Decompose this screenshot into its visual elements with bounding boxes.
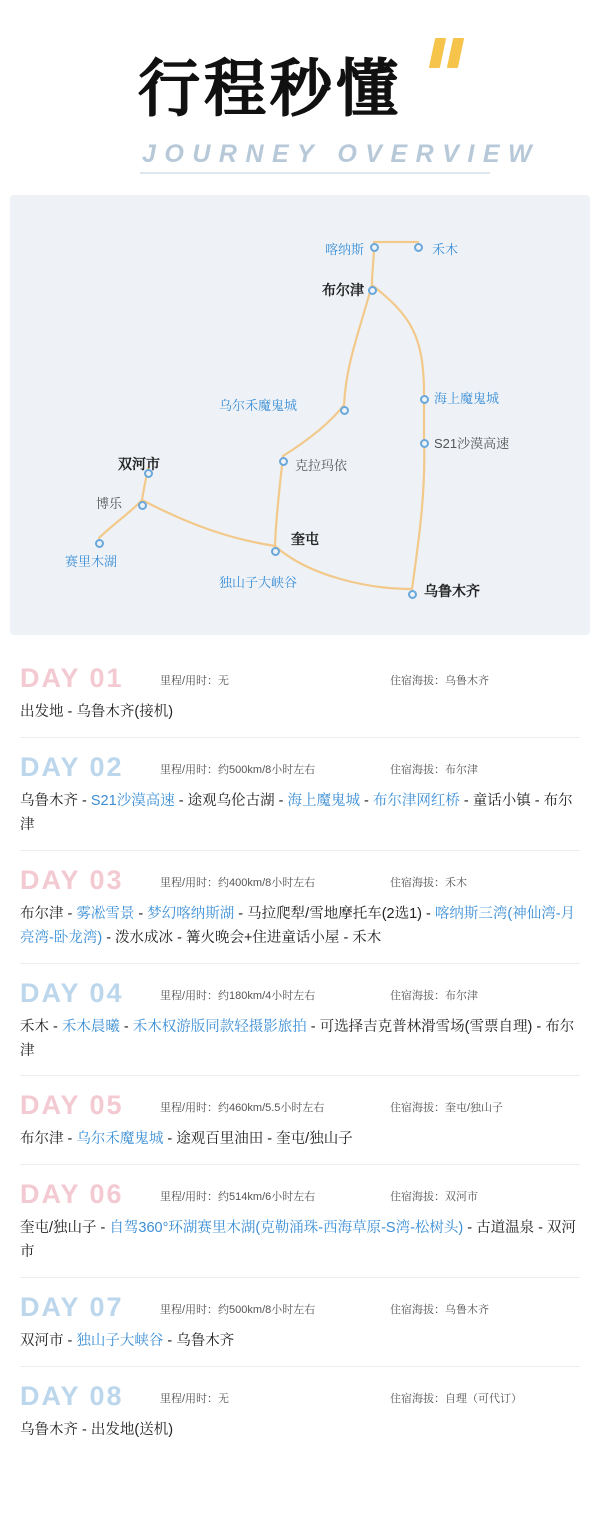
day-stay: 住宿海拔：双河市	[390, 1191, 478, 1204]
day-route	[20, 701, 580, 725]
day-distance: 里程/用时：约500km/8小时左右	[160, 763, 316, 776]
route-text: -	[96, 1220, 110, 1237]
map-label-2: 布尔津	[322, 282, 364, 298]
map-node-dot	[368, 286, 377, 295]
map-label-12: 乌鲁木齐	[424, 583, 480, 599]
route-highlight: 自驾360°环湖赛里木湖(克勒涌珠-西海草原-S湾-松树头)	[109, 1220, 464, 1237]
day-title: DAY 01	[20, 663, 124, 693]
route-highlight: 喀纳斯三湾(神仙湾-月亮湾-卧龙湾)	[20, 905, 576, 946]
route-text: -	[119, 1018, 133, 1035]
day-route	[20, 1128, 580, 1152]
day-distance: 里程/用时：无	[160, 1393, 230, 1406]
map-node-dot	[420, 395, 429, 404]
title-divider	[140, 172, 490, 174]
route-text: 布尔津	[20, 792, 573, 833]
route-text: -	[49, 1018, 62, 1035]
route-text: - 马拉爬犁/雪地摩托车(2选1) -	[234, 905, 435, 922]
day-stay: 住宿海拔：奎屯/独山子	[390, 1102, 504, 1115]
day-header	[20, 752, 580, 782]
route-highlight: 乌尔禾魔鬼城	[76, 1131, 164, 1148]
route-highlight: 梦幻喀纳斯湖	[147, 905, 235, 922]
day-route	[20, 1330, 580, 1354]
route-text: - 童话小镇 -	[459, 792, 544, 809]
route-text: -	[163, 1333, 177, 1350]
map-node-dot	[420, 439, 429, 448]
day-title: DAY 06	[20, 1179, 124, 1210]
day-distance: 里程/用时：约400km/8小时左右	[160, 876, 316, 889]
route-text: - 途观乌伦古湖 -	[174, 792, 288, 809]
day-distance: 里程/用时：无	[160, 675, 230, 687]
day-header	[20, 663, 580, 693]
day-block	[20, 1366, 580, 1455]
route-text: 布尔津	[20, 905, 64, 922]
route-highlight: 禾木晨曦	[61, 1018, 120, 1035]
map-label-11: 独山子大峡谷	[219, 575, 298, 590]
day-block	[20, 963, 580, 1076]
day-title: DAY 04	[20, 977, 124, 1008]
day-stay: 住宿海拔：布尔津	[390, 763, 478, 776]
map-label-1: 禾木	[432, 242, 459, 257]
day-header	[20, 1179, 580, 1209]
route-highlight: 布尔津网红桥	[372, 792, 460, 809]
map-label-0: 喀纳斯	[325, 242, 365, 257]
route-highlight: S21沙漠高速	[90, 792, 175, 809]
day-route	[20, 903, 580, 951]
route-highlight: 禾木权游版同款轻摄影旅拍	[132, 1018, 307, 1035]
route-text: 双河市	[20, 1333, 64, 1350]
map-node-dot	[95, 539, 104, 548]
map-label-4: 海上魔鬼城	[434, 391, 500, 406]
route-text: -	[78, 1422, 91, 1439]
route-text: 布尔津	[20, 1018, 575, 1059]
day-title: DAY 07	[20, 1292, 124, 1323]
day-header	[20, 865, 580, 895]
day-title: DAY 03	[20, 864, 124, 895]
day-header	[20, 978, 580, 1008]
route-text: - 古道温泉 -	[463, 1220, 548, 1237]
route-text: -	[134, 905, 148, 922]
quote-mark-icon	[432, 38, 466, 68]
route-text: 双河市	[20, 1220, 577, 1261]
map-node-dot	[271, 547, 280, 556]
map-node-dot	[138, 501, 147, 510]
page-title: 行程秒懂	[138, 52, 403, 125]
route-text: -	[63, 704, 77, 720]
page-header	[0, 0, 600, 195]
day-block	[20, 850, 580, 963]
route-text: 乌鲁木齐(接机)	[76, 704, 174, 720]
route-text: 乌鲁木齐	[176, 1333, 235, 1350]
route-text: 乌鲁木齐	[20, 792, 78, 809]
route-highlight: 雾凇雪景	[76, 905, 135, 922]
map-label-5: S21沙漠高速	[434, 436, 510, 451]
route-text: 出发地(送机)	[90, 1422, 174, 1439]
day-block	[20, 649, 580, 737]
day-route	[20, 790, 580, 838]
day-stay: 住宿海拔：乌鲁木齐	[390, 1304, 489, 1317]
map-node-dot	[414, 243, 423, 252]
day-distance: 里程/用时：约460km/5.5小时左右	[160, 1102, 325, 1115]
day-route	[20, 1419, 580, 1443]
route-text: 布尔津	[20, 1131, 64, 1148]
route-text: -	[78, 792, 91, 809]
day-title: DAY 02	[20, 751, 124, 782]
route-text: 乌鲁木齐	[20, 1422, 78, 1439]
map-label-6: 双河市	[118, 456, 160, 472]
route-text: 奎屯/独山子	[276, 1131, 353, 1148]
route-text: 出发地	[20, 704, 64, 720]
day-header	[20, 1292, 580, 1322]
route-lines	[10, 195, 590, 635]
day-title: DAY 08	[20, 1381, 124, 1412]
day-stay: 住宿海拔：乌鲁木齐	[390, 675, 489, 687]
route-text: 奎屯/独山子	[20, 1220, 97, 1237]
day-stay: 住宿海拔：自理（可代订）	[390, 1393, 522, 1406]
route-text: - 可选择吉克普林滑雪场(雪票自理) -	[306, 1018, 546, 1035]
itinerary-list	[0, 635, 600, 1485]
map-label-10: 奎屯	[291, 531, 319, 547]
day-distance: 里程/用时：约500km/8小时左右	[160, 1304, 316, 1317]
route-map	[10, 195, 590, 635]
page-subtitle: JOURNEY OVERVIEW	[142, 140, 541, 168]
route-text: -	[359, 792, 373, 809]
map-label-3: 乌尔禾魔鬼城	[219, 398, 298, 413]
map-node-dot	[370, 243, 379, 252]
map-label-8: 博乐	[96, 496, 123, 511]
day-header	[20, 1381, 580, 1411]
route-text: 禾木	[352, 929, 382, 946]
day-distance: 里程/用时：约514km/6小时左右	[160, 1191, 316, 1204]
map-node-dot	[340, 406, 349, 415]
route-text: -	[63, 1131, 77, 1148]
day-block	[20, 1277, 580, 1366]
day-header	[20, 1090, 580, 1120]
map-node-dot	[408, 590, 417, 599]
route-text: -	[63, 905, 77, 922]
route-text: - 途观百里油田 -	[163, 1131, 277, 1148]
day-title: DAY 05	[20, 1090, 124, 1121]
map-node-dot	[279, 457, 288, 466]
day-distance: 里程/用时：约180km/4小时左右	[160, 989, 316, 1002]
route-text: 禾木	[20, 1018, 49, 1035]
route-text: -	[63, 1333, 77, 1350]
route-highlight: 独山子大峡谷	[76, 1333, 164, 1350]
day-block	[20, 1075, 580, 1164]
day-route	[20, 1217, 580, 1265]
day-stay: 住宿海拔：禾木	[390, 876, 467, 889]
map-label-9: 赛里木湖	[65, 554, 118, 569]
route-text: - 泼水成冰 - 篝火晚会+住进童话小屋 -	[102, 929, 353, 946]
day-stay: 住宿海拔：布尔津	[390, 989, 478, 1002]
day-route	[20, 1016, 580, 1064]
route-highlight: 海上魔鬼城	[287, 792, 360, 809]
day-block	[20, 737, 580, 850]
day-block	[20, 1164, 580, 1277]
map-label-7: 克拉玛依	[295, 458, 348, 473]
